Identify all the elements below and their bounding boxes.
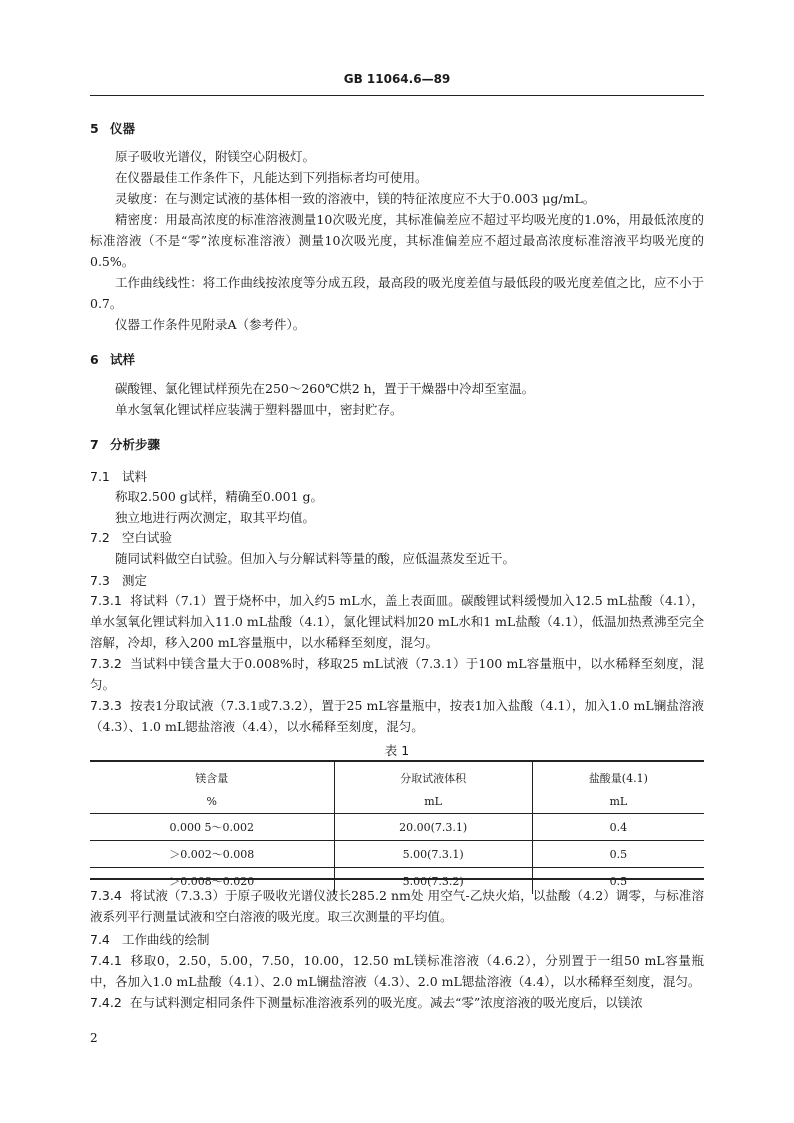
subsection-7-4-heading — [90, 930, 210, 948]
subsection-7-2-body — [90, 548, 704, 569]
clause-7-3-4 — [90, 885, 704, 927]
column-header: 分取试液体积 — [334, 760, 532, 789]
section-title: 试样 — [110, 352, 136, 367]
clause-number: 7.4.2 — [90, 995, 122, 1010]
table-cell: 5.00(7.3.2) — [334, 868, 532, 895]
table-cell: 0.5 — [532, 841, 704, 868]
column-header: 盐酸量(4.1) — [532, 760, 704, 789]
clause-7-3-1 — [90, 590, 704, 653]
clause-number: 7.4.1 — [90, 953, 122, 968]
table-row — [90, 841, 704, 868]
subsection-7-3-heading — [90, 571, 147, 589]
paragraph: 独立地进行两次测定，取其平均值。 — [115, 510, 316, 525]
subsection-number: 7.4 — [90, 932, 110, 947]
table-cell: 20.00(7.3.1) — [334, 814, 532, 841]
subsection-7-3-body — [90, 590, 704, 737]
column-unit: mL — [334, 789, 532, 814]
subsection-title: 测定 — [122, 573, 148, 588]
clause-text: 移取0，2.50，5.00，7.50，10.00，12.50 mL镁标准溶液（4.6.2），分别置于一组50 mL容量瓶中，各加入1.0 mL盐酸（4.1）、2.0 mL镧盐溶液（4.3）、2.0 mL锶盐溶液（4.4），以水稀释至刻度，混匀。 — [90, 953, 704, 989]
column-header: 镁含量 — [195, 772, 229, 785]
clause-text: 将试液（7.3.3）于原子吸收光谱仪波长285.2 nm处 用空气-乙炔火焰，以盐酸（4.2）调零，与标准溶液系列平行测量试液和空白溶液的吸光度。取三次测量的平均值。 — [90, 888, 704, 924]
section-6-heading — [90, 350, 135, 368]
clause-7-3-4-block — [90, 885, 704, 927]
clause-text: 按表1分取试液（7.3.1或7.3.2），置于25 mL容量瓶中，按表1加入盐酸（4.1），加入1.0 mL镧盐溶液（4.3）、1.0 mL锶盐溶液（4.4），以水稀释至刻度，混匀。 — [90, 698, 704, 734]
section-number: 6 — [90, 352, 99, 367]
section-title: 仪器 — [110, 121, 136, 136]
subsection-number: 7.1 — [90, 469, 110, 484]
clause-number: 7.3.1 — [90, 593, 122, 608]
paragraph: 称取2.500 g试样，精确至0.001 g。 — [115, 489, 324, 504]
section-number: 7 — [90, 437, 99, 452]
subsection-7-1-body — [90, 486, 704, 528]
clause-7-4-2 — [90, 992, 704, 1013]
clause-number: 7.3.2 — [90, 656, 122, 671]
column-unit: % — [90, 789, 334, 814]
subsection-number: 7.3 — [90, 573, 110, 588]
clause-text: 在与试料测定相同条件下测量标准溶液系列的吸光度。减去“零”浓度溶液的吸光度后，以镁浓 — [130, 995, 643, 1010]
paragraph: 在仪器最佳工作条件下，凡能达到下列指标者均可使用。 — [115, 170, 428, 185]
column-unit: mL — [532, 789, 704, 814]
paragraph: 单水氢氧化锂试样应装满于塑料器皿中，密封贮存。 — [115, 402, 403, 417]
header-rule — [90, 95, 704, 96]
subsection-title: 空白试验 — [122, 530, 173, 545]
document-code-header: GB 11064.6—89 — [343, 72, 451, 86]
paragraph: 工作曲线线性：将工作曲线按浓度等分成五段，最高段的吸光度差值与最低段的吸光度差值之比，应不小于0.7。 — [90, 275, 704, 311]
clause-7-3-2 — [90, 653, 704, 695]
section-5-body — [90, 146, 704, 335]
table-cell: ＞0.008～0.020 — [90, 868, 334, 895]
paragraph: 随同试料做空白试验。但加入与分解试料等量的酸，应低温蒸发至近干。 — [115, 551, 516, 566]
table-row — [90, 814, 704, 841]
clause-text: 将试料（7.1）置于烧杯中，加入约5 mL水，盖上表面皿。碳酸锂试料缓慢加入12.5 mL盐酸（4.1），单水氢氧化锂试料加入11.0 mL盐酸（4.1），氯化锂试料加20 mL水和1 mL盐酸（4.1），低温加热煮沸至完全溶解，冷却，移入200 mL容量瓶中，以水稀释至刻度，混匀。 — [90, 593, 704, 650]
table-caption: 表 1 — [384, 743, 410, 758]
paragraph: 灵敏度：在与测定试液的基体相一致的溶液中，镁的特征浓度应不大于0.003 μg/mL。 — [115, 191, 596, 206]
table-cell: 5.00(7.3.1) — [334, 841, 532, 868]
subsection-title: 工作曲线的绘制 — [122, 932, 210, 947]
paragraph: 仪器工作条件见附录A（参考件）。 — [115, 317, 306, 332]
clause-number: 7.3.3 — [90, 698, 122, 713]
section-7-heading — [90, 435, 160, 453]
clause-7-3-3 — [90, 695, 704, 737]
table-bottom-rule — [90, 878, 704, 880]
clause-number: 7.3.4 — [90, 888, 122, 903]
table-cell: 0.4 — [532, 814, 704, 841]
table-1 — [90, 760, 704, 894]
section-5-heading — [90, 119, 135, 137]
subsection-7-2-heading — [90, 528, 172, 546]
subsection-7-4-body — [90, 950, 704, 1013]
section-number: 5 — [90, 121, 99, 136]
clause-text: 当试料中镁含量大于0.008%时，移取25 mL试液（7.3.1）于100 mL容量瓶中，以水稀释至刻度，混匀。 — [90, 656, 704, 692]
section-title: 分析步骤 — [110, 437, 161, 452]
paragraph: 精密度：用最高浓度的标准溶液测量10次吸光度，其标准偏差应不超过平均吸光度的1.0%，用最低浓度的标准溶液（不是“零”浓度标准溶液）测量10次吸光度，其标准偏差应不超过最高浓度标准溶液平均吸光度的0.5%。 — [90, 212, 704, 269]
subsection-7-1-heading — [90, 467, 147, 485]
subsection-title: 试料 — [122, 469, 148, 484]
table-cell: ＞0.002～0.008 — [90, 841, 334, 868]
clause-7-4-1 — [90, 950, 704, 992]
paragraph: 碳酸锂、氯化锂试样预先在250～260℃烘2 h，置于干燥器中冷却至室温。 — [115, 381, 535, 396]
paragraph: 原子吸收光谱仪，附镁空心阴极灯。 — [115, 149, 316, 164]
section-6-body — [90, 378, 704, 420]
page-number: 2 — [90, 1031, 98, 1045]
subsection-number: 7.2 — [90, 530, 110, 545]
table-cell: 0.5 — [532, 868, 704, 895]
table-cell: 0.000 5～0.002 — [169, 821, 254, 834]
